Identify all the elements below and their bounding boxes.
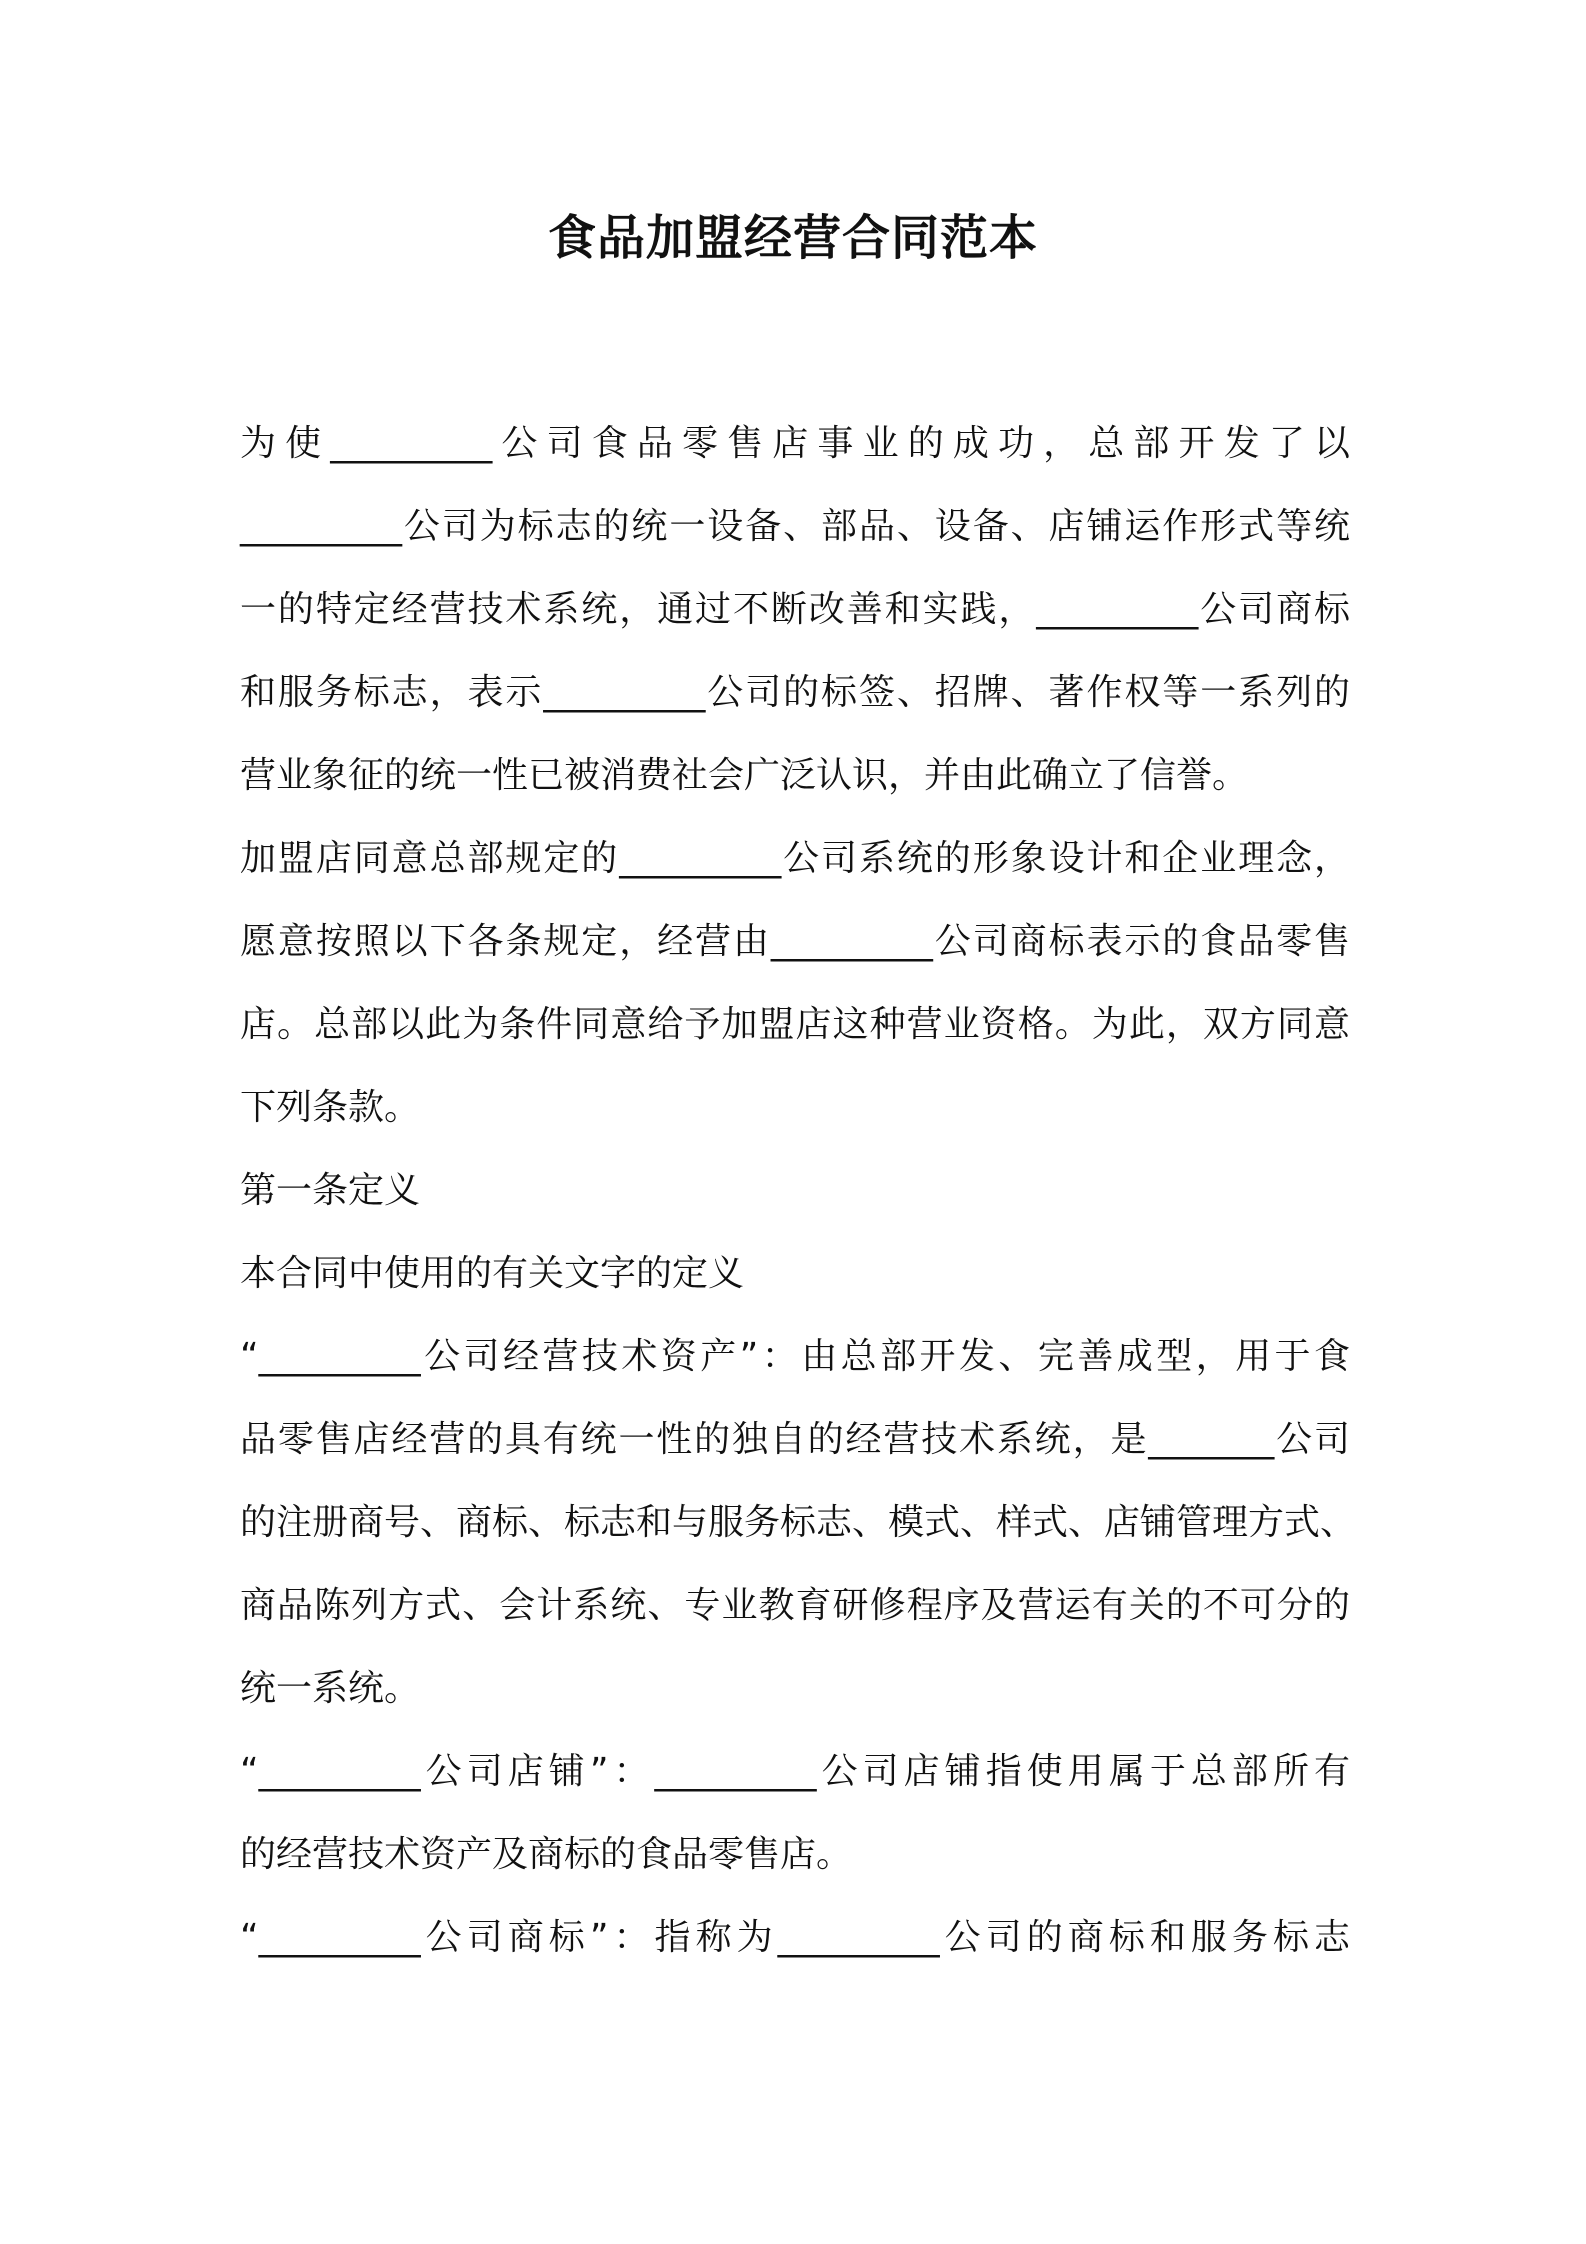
paragraph-line: 营业象征的统一性已被消费社会广泛认识，并由此确立了信誉。 <box>240 755 1249 796</box>
definition-line: 商品陈列方式、会计系统、专业教育研修程序及营运有关的不可分的 <box>240 1585 1350 1626</box>
definition-line: 品零售店经营的具有统一性的独自的经营技术系统，是_______公司 <box>240 1419 1350 1460</box>
definition-line: “_________公司店铺”：_________公司店铺指使用属于总部所有 <box>240 1751 1350 1792</box>
definition-line: “_________公司商标”：指称为_________公司的商标和服务标志 <box>240 1917 1350 1958</box>
paragraph-line: 愿意按照以下各条规定，经营由_________公司商标表示的食品零售 <box>240 921 1350 962</box>
paragraph-line: 为使_________公司食品零售店事业的成功，总部开发了以 <box>240 423 1350 464</box>
document-body <box>240 402 1357 1979</box>
paragraph-line: 加盟店同意总部规定的_________公司系统的形象设计和企业理念， <box>240 838 1350 879</box>
paragraph-line: 店。总部以此为条件同意给予加盟店这种营业资格。为此，双方同意 <box>240 1004 1350 1045</box>
paragraph-line: 本合同中使用的有关文字的定义 <box>240 1253 745 1294</box>
paragraph-line: 下列条款。 <box>240 1087 421 1128</box>
paragraph-line: 和服务标志，表示_________公司的标签、招牌、著作权等一系列的 <box>240 672 1350 713</box>
document-title: 食品加盟经营合同范本 <box>547 210 1038 266</box>
section-heading: 第一条定义 <box>240 1170 421 1211</box>
definition-line: “_________公司经营技术资产”：由总部开发、完善成型，用于食 <box>240 1336 1350 1377</box>
paragraph-line: 一的特定经营技术系统，通过不断改善和实践，_________公司商标 <box>240 589 1350 630</box>
definition-line: 的经营技术资产及商标的食品零售店。 <box>240 1834 853 1875</box>
definition-line: 统一系统。 <box>240 1668 421 1709</box>
paragraph-line: _________公司为标志的统一设备、部品、设备、店铺运作形式等统 <box>240 506 1350 547</box>
definition-line: 的注册商号、商标、标志和与服务标志、模式、样式、店铺管理方式、 <box>240 1502 1357 1543</box>
